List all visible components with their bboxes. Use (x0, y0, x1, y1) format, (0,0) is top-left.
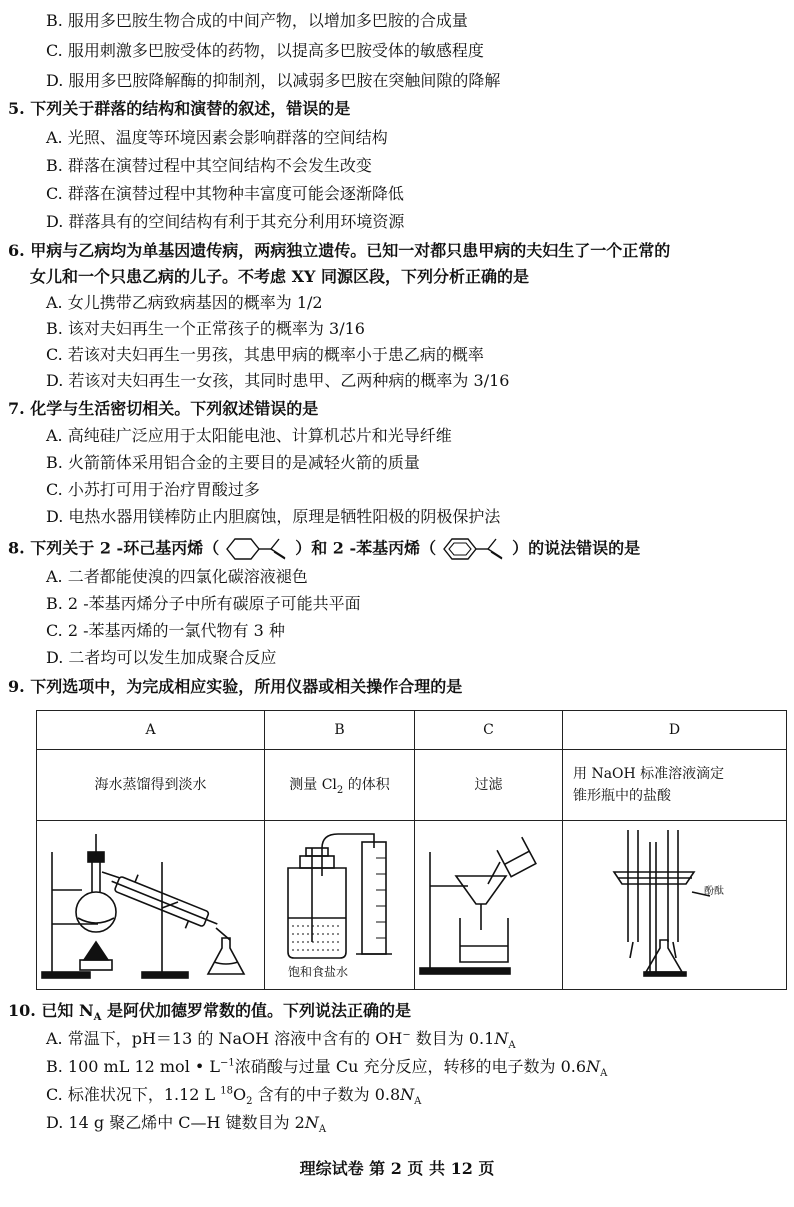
q4-option-d: D. 服用多巴胺降解酶的抑制剂，以减弱多巴胺在突触间隙的降解 (46, 71, 501, 90)
col-header-b: B (265, 711, 415, 750)
q7-option-a: A. 高纯硅广泛应用于太阳能电池、计算机芯片和光导纤维 (46, 426, 452, 445)
page-footer: 理综试卷 第 2 页 共 12 页 (299, 1159, 495, 1178)
q5-option-d: D. 群落具有的空间结构有利于其充分利用环境资源 (46, 212, 405, 231)
q10-stem-pre: 10. 已知 N (8, 1001, 94, 1020)
q4-option-c: C. 服用刺激多巴胺受体的药物，以提高多巴胺受体的敏感程度 (46, 41, 484, 60)
q9-experiment-table (36, 710, 787, 990)
col-header-a: A (37, 711, 265, 750)
q10-c-na: N (400, 1085, 415, 1104)
col-header-c: C (415, 711, 563, 750)
q10-a-pre: A. 常温下，pH＝13 的 NaOH 溶液中含有的 OH (46, 1029, 403, 1048)
q8-option-c: C. 2 -苯基丙烯的一氯代物有 3 种 (46, 621, 285, 640)
q8-stem-part2: ）和 2 -苯基丙烯（ (295, 538, 437, 558)
q6-option-d: D. 若该对夫妇再生一女孩，其同时患甲、乙两种病的概率为 3/16 (46, 371, 510, 390)
q5-stem: 5. 下列关于群落的结构和演替的叙述，错误的是 (8, 99, 351, 118)
q6-stem-line2: 女儿和一个只患乙病的儿子。不考虑 XY 同源区段，下列分析正确的是 (30, 267, 529, 286)
q10-b-pre: B. 100 mL 12 mol • L (46, 1057, 221, 1076)
cyclohexyl-propene-structure (221, 536, 293, 562)
q7-option-d: D. 电热水器用镁棒防止内胆腐蚀，原理是牺牲阳极的阴极保护法 (46, 507, 501, 526)
title-d (563, 750, 787, 821)
title-d-line1: 用 NaOH 标准溶液滴定 (573, 766, 725, 782)
title-b-pre: 测量 Cl (289, 777, 337, 793)
q7-option-c: C. 小苏打可用于治疗胃酸过多 (46, 480, 260, 499)
q10-stem (8, 1000, 411, 1022)
title-c: 过滤 (415, 750, 563, 821)
q10-c-mid1: O (233, 1085, 247, 1104)
title-d-line2: 锥形瓶中的盐酸 (573, 788, 671, 804)
q5-option-a: A. 光照、温度等环境因素会影响群落的空间结构 (46, 128, 388, 147)
q10-d-na-sub: A (318, 1124, 327, 1136)
q10-option-c (46, 1084, 421, 1106)
title-b-sub: 2 (336, 784, 344, 796)
q10-b-na: N (586, 1057, 601, 1076)
q10-c-mid2: 含有的中子数为 0.8 (252, 1085, 401, 1104)
q9-stem: 9. 下列选项中，为完成相应实验，所用仪器或相关操作合理的是 (8, 677, 463, 696)
q8-stem-part3: ）的说法错误的是 (512, 538, 641, 558)
q10-b-mid: 浓硝酸与过量 Cu 充分反应，转移的电子数为 0.6 (234, 1057, 587, 1076)
title-a: 海水蒸馏得到淡水 (37, 750, 265, 821)
q10-option-a (46, 1028, 516, 1050)
q10-stem-sub: A (93, 1012, 102, 1024)
q10-stem-post: 是阿伏加德罗常数的值。下列说法正确的是 (101, 1001, 411, 1020)
q10-c-sup: 18 (220, 1085, 234, 1097)
q10-c-sub: 2 (246, 1096, 253, 1108)
q8-option-a: A. 二者都能使溴的四氯化碳溶液褪色 (46, 567, 308, 586)
q5-option-b: B. 群落在演替过程中其空间结构不会发生改变 (46, 156, 372, 175)
title-b-post: 的体积 (343, 777, 390, 793)
q8-stem (8, 536, 640, 562)
apparatus-titration (563, 821, 787, 990)
q10-d-na: N (304, 1113, 319, 1132)
q10-a-na-sub: A (508, 1040, 516, 1052)
q8-option-b: B. 2 -苯基丙烯分子中所有碳原子可能共平面 (46, 594, 361, 613)
q8-option-d: D. 二者均可以发生加成聚合反应 (46, 648, 277, 667)
col-header-d: D (563, 711, 787, 750)
apparatus-distillation (37, 821, 265, 990)
apparatus-filtration (415, 821, 563, 990)
q10-c-pre: C. 标准状况下，1.12 L (46, 1085, 221, 1104)
q6-stem-line1: 6. 甲病与乙病均为单基因遗传病，两病独立遗传。已知一对都只患甲病的夫妇生了一个正常的 (8, 241, 671, 260)
q10-d-pre: D. 14 g 聚乙烯中 C—H 键数目为 2 (46, 1113, 305, 1132)
q7-option-b: B. 火箭箭体采用铝合金的主要目的是减轻火箭的质量 (46, 453, 420, 472)
q4-option-b: B. 服用多巴胺生物合成的中间产物，以增加多巴胺的合成量 (46, 11, 468, 30)
q10-option-d (46, 1112, 326, 1134)
q10-b-sup: −1 (220, 1057, 235, 1069)
phenyl-propene-structure (438, 536, 510, 562)
d-label-indicator: 酚酞 (704, 886, 724, 897)
q7-stem: 7. 化学与生活密切相关。下列叙述错误的是 (8, 399, 319, 418)
q10-c-na-sub: A (414, 1096, 422, 1108)
q10-option-b (46, 1056, 607, 1078)
q6-option-b: B. 该对夫妇再生一个正常孩子的概率为 3/16 (46, 319, 365, 338)
q8-stem-part1: 8. 下列关于 2 -环己基丙烯（ (8, 538, 220, 558)
q10-a-sup: − (402, 1029, 411, 1041)
b-label-saline: 饱和食盐水 (288, 965, 349, 979)
q6-option-c: C. 若该对夫妇再生一男孩，其患甲病的概率小于患乙病的概率 (46, 345, 484, 364)
q10-a-mid: 数目为 0.1 (410, 1029, 495, 1048)
q10-b-na-sub: A (600, 1068, 608, 1080)
q6-option-a: A. 女儿携带乙病致病基因的概率为 1/2 (46, 293, 323, 312)
apparatus-gas-volume (265, 821, 415, 990)
q10-a-na: N (494, 1029, 509, 1048)
title-b (265, 750, 415, 821)
q5-option-c: C. 群落在演替过程中其物种丰富度可能会逐渐降低 (46, 184, 404, 203)
